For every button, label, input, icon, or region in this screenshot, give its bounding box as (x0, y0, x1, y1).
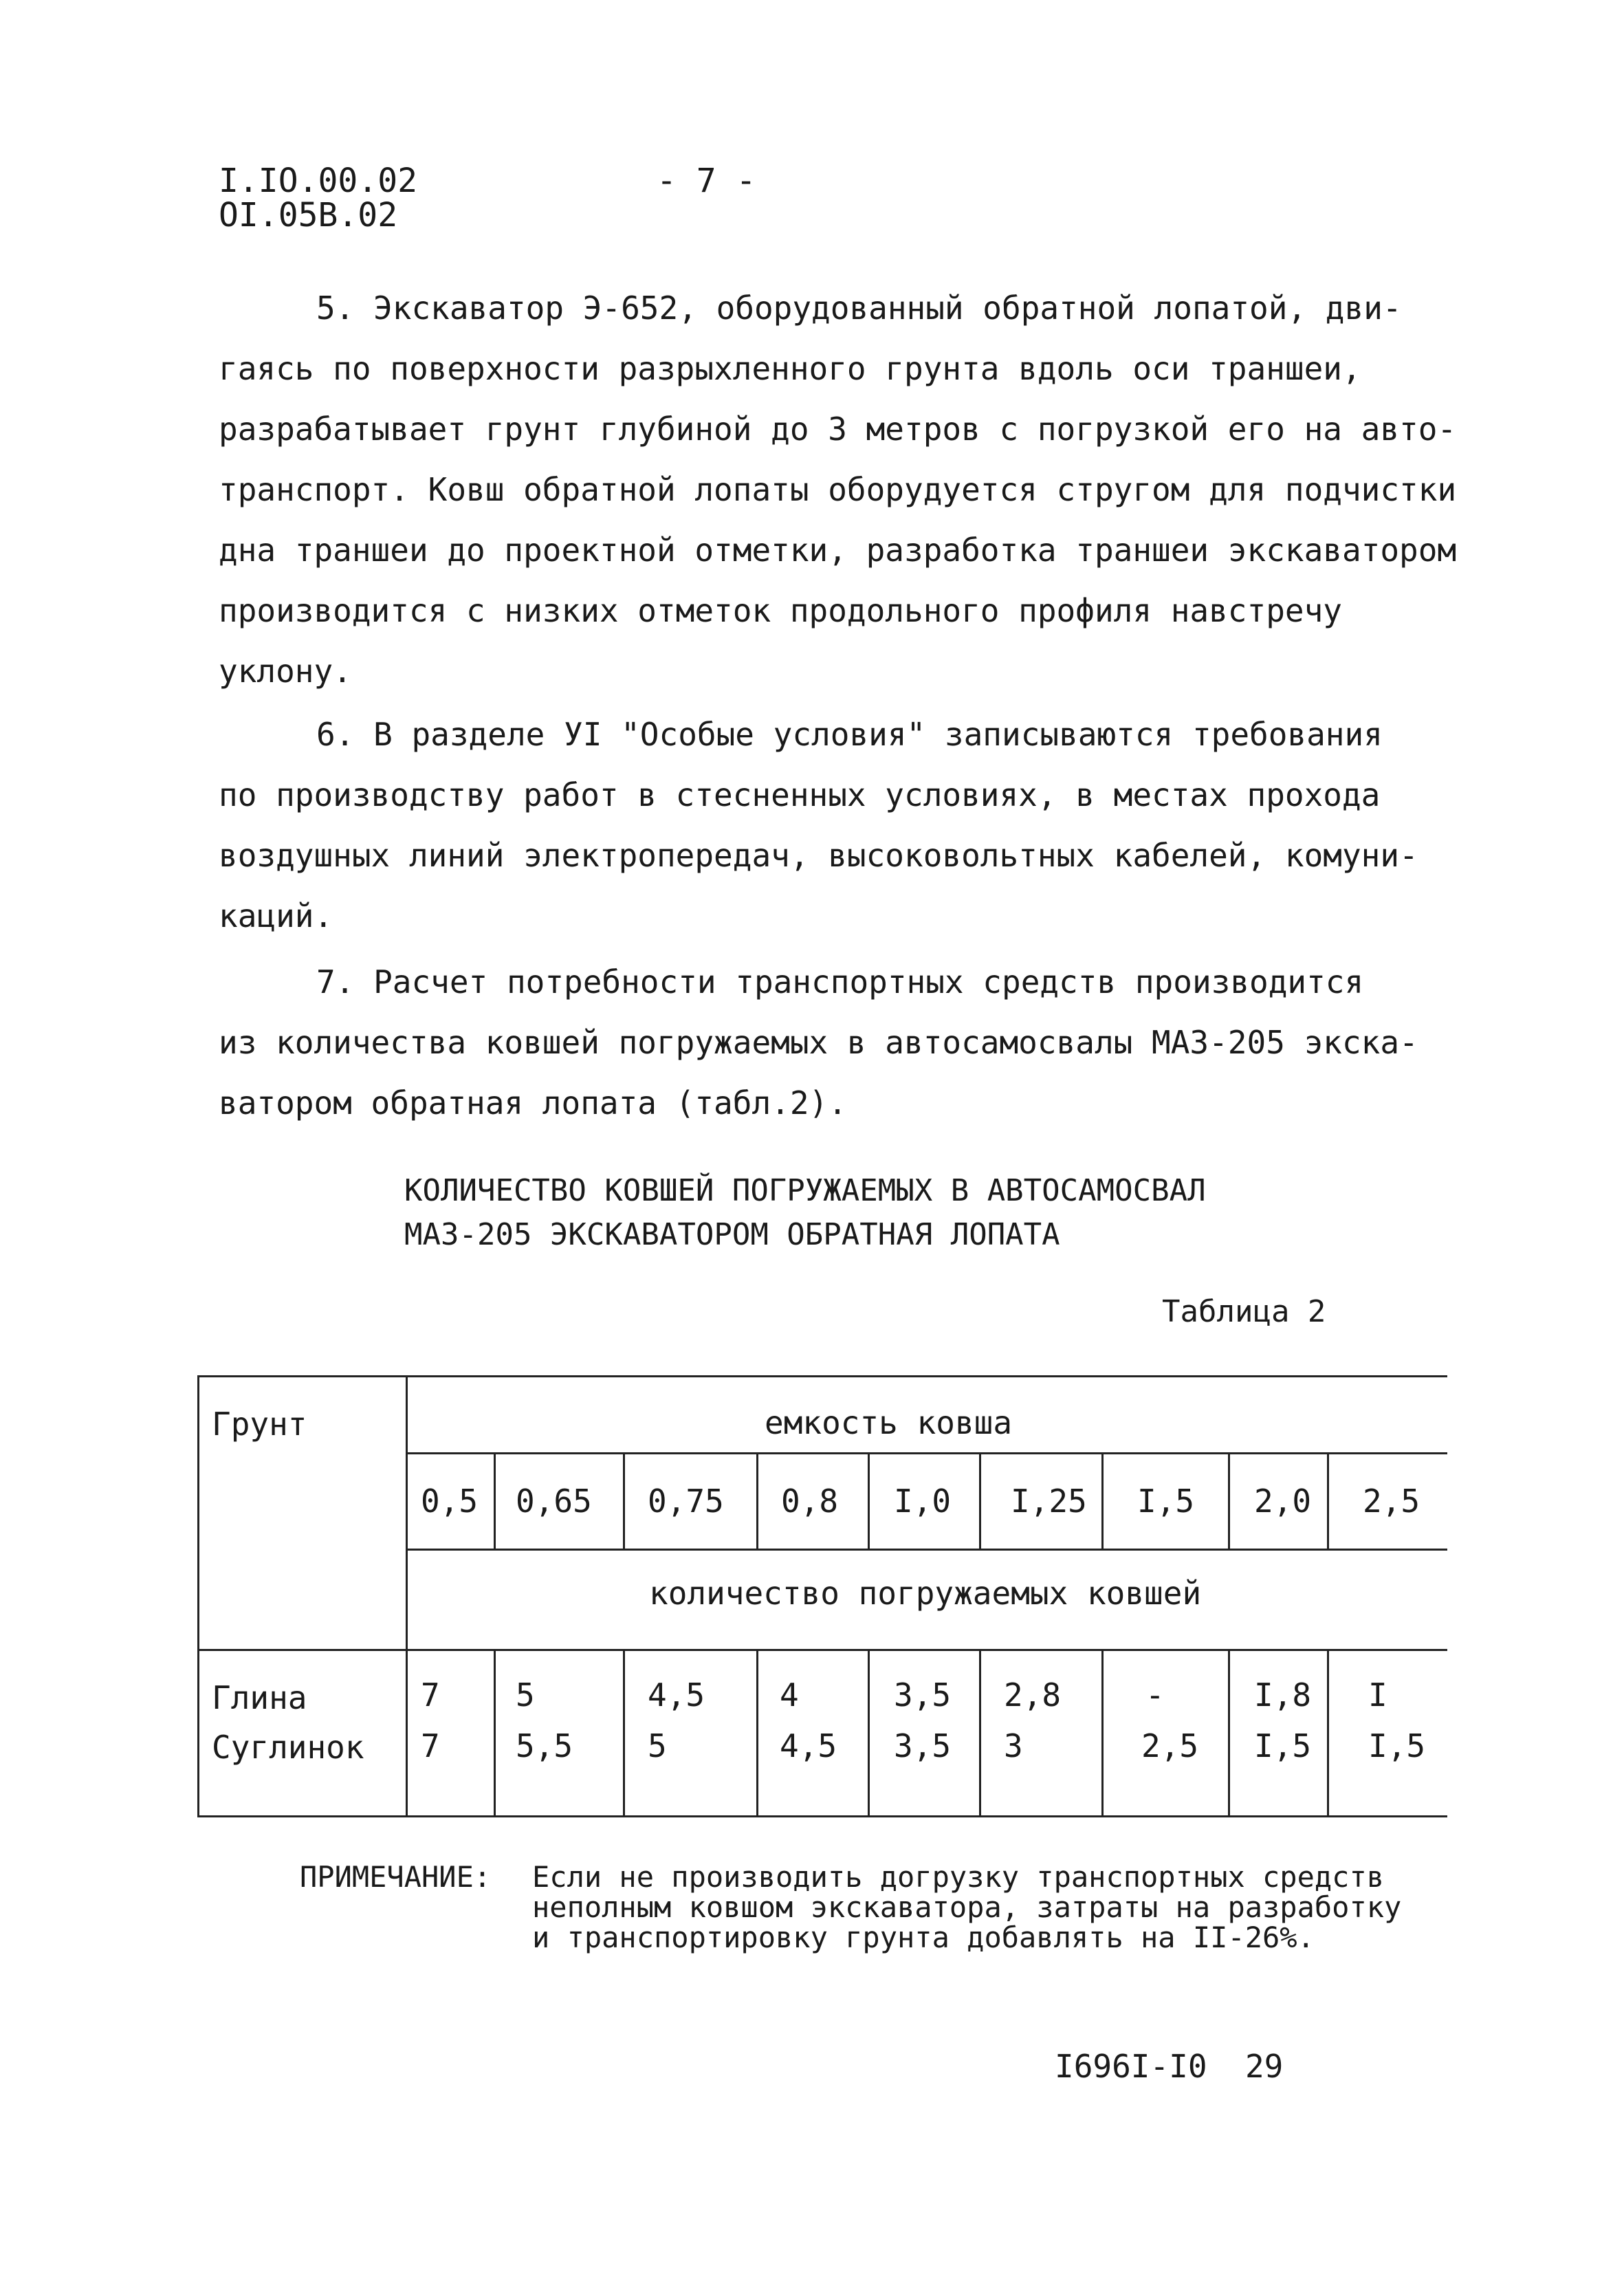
paragraph-line: уклону. (219, 653, 352, 690)
table-header-soil: Грунт (212, 1406, 307, 1443)
document-footer-number: I696I-I0 29 (1055, 2048, 1284, 2085)
table-cell: 3,5 (894, 1727, 952, 1764)
table-col-divider (1228, 1452, 1230, 1551)
table-border-left (197, 1375, 199, 1817)
table-cell: 4,5 (648, 1676, 705, 1714)
paragraph-line: из количества ковшей погружаемых в автосамосвалы МАЗ-205 экска- (219, 1024, 1418, 1061)
paragraph-line: каций. (219, 897, 333, 934)
paragraph-7 (219, 952, 1418, 1133)
table-title-line2: МАЗ-205 ЭКСКАВАТОРОМ ОБРАТНАЯ ЛОПАТА (404, 1217, 1060, 1252)
table-col-divider (756, 1649, 758, 1817)
table-rule (408, 1549, 1447, 1551)
paragraph-line: по производству работ в стесненных условиях, в местах прохода (219, 776, 1381, 813)
note-line: неполным ковшом экскаватора, затраты на разработку (532, 1890, 1402, 1924)
table-border-bottom (197, 1815, 1447, 1817)
paragraph-line: 7. Расчет потребности транспортных средств производится (316, 963, 1364, 1001)
paragraph-line: транспорт. Ковш обратной лопаты оборудуется стругом для подчистки (219, 471, 1457, 508)
paragraph-line: 5. Экскаватор Э-652, оборудованный обратной лопатой, дви- (316, 289, 1402, 327)
note-line: Если не производить догрузку транспортных средств (532, 1860, 1385, 1894)
table-cell: 7 (421, 1676, 440, 1714)
table-col-divider (494, 1452, 496, 1551)
table-col-divider (1228, 1649, 1230, 1817)
table-cell: I,8 (1254, 1676, 1312, 1714)
table-cell: - (1145, 1676, 1165, 1714)
table-header-capacity: емкость ковша (765, 1404, 1013, 1441)
paragraph-line: гаясь по поверхности разрыхленного грунта вдоль оси траншеи, (219, 350, 1361, 387)
paragraph-line: производится с низких отметок продольного профиля навстречу (219, 592, 1342, 629)
table-cell: 2,5 (1141, 1727, 1199, 1764)
table-label: Таблица 2 (1162, 1294, 1326, 1329)
table-row-soil: Глина (212, 1679, 307, 1716)
table-capacity-cell: 0,65 (516, 1483, 592, 1520)
table-cell: 5 (516, 1676, 535, 1714)
table-rule (408, 1452, 1447, 1454)
table-row-soil: Суглинок (212, 1729, 364, 1766)
table-cell: I,5 (1254, 1727, 1312, 1764)
table-cell: I (1368, 1676, 1387, 1714)
table-col-divider (979, 1452, 981, 1551)
table-col-divider (756, 1452, 758, 1551)
table-col-divider (868, 1452, 870, 1551)
paragraph-line: ватором обратная лопата (табл.2). (219, 1084, 847, 1122)
table-cell: 2,8 (1004, 1676, 1062, 1714)
table-rule (197, 1649, 1447, 1651)
table-title (404, 1169, 1206, 1257)
table-cell: 4 (780, 1676, 799, 1714)
table-col-divider (494, 1649, 496, 1817)
table-col-divider (623, 1452, 625, 1551)
note-label: ПРИМЕЧАНИЕ: (300, 1860, 492, 1894)
paragraph-line: разрабатывает грунт глубиной до 3 метров с погрузкой его на авто- (219, 411, 1457, 448)
table-title-line1: КОЛИЧЕСТВО КОВШЕЙ ПОГРУЖАЕМЫХ В АВТОСАМОСВАЛ (404, 1173, 1206, 1208)
table-capacity-cell: I,5 (1137, 1483, 1195, 1520)
table-col-divider (1101, 1649, 1104, 1817)
paragraph-line: дна траншеи до проектной отметки, разработка траншеи экскаватором (219, 532, 1457, 569)
paragraph-5 (219, 278, 1456, 701)
paragraph-6 (219, 704, 1418, 946)
table-capacity-cell: I,25 (1011, 1483, 1087, 1520)
table-capacity-cell: 0,5 (421, 1483, 479, 1520)
document-code-line2: OI.05B.02 (219, 196, 398, 234)
table-cell: 4,5 (780, 1727, 837, 1764)
table-col-divider (868, 1649, 870, 1817)
table-capacity-cell: 2,5 (1363, 1483, 1420, 1520)
document-code-line1: I.IO.00.02 (219, 162, 417, 200)
table-cell: 5,5 (516, 1727, 573, 1764)
table-capacity-cell: I,0 (894, 1483, 952, 1520)
note-line: и транспортировку грунта добавлять на II-26%. (532, 1921, 1315, 1954)
table-col-divider (1101, 1452, 1104, 1551)
table-border-top (197, 1375, 1447, 1377)
paragraph-line: воздушных линий электропередач, высоковольтных кабелей, комуни- (219, 837, 1418, 874)
paragraph-line: 6. В разделе УI "Особые условия" записываются требования (316, 716, 1383, 753)
table-col-divider (1327, 1649, 1329, 1817)
table-cell: 7 (421, 1727, 440, 1764)
table-subheader-count: количество погружаемых ковшей (649, 1575, 1202, 1612)
note-body (532, 1862, 1401, 1953)
table-col-divider (979, 1649, 981, 1817)
table-note (300, 1860, 1402, 1954)
page-number: - 7 - (657, 162, 756, 200)
table-cell: 5 (648, 1727, 667, 1764)
table-col-divider (1327, 1452, 1329, 1551)
table-capacity-cell: 0,8 (781, 1483, 839, 1520)
table-col-divider (406, 1375, 408, 1817)
table-cell: 3,5 (894, 1676, 952, 1714)
document-code (219, 164, 417, 232)
table-capacity-cell: 0,75 (648, 1483, 724, 1520)
table-cell: I,5 (1368, 1727, 1426, 1764)
table-cell: 3 (1004, 1727, 1023, 1764)
table-col-divider (623, 1649, 625, 1817)
table-capacity-cell: 2,0 (1254, 1483, 1312, 1520)
